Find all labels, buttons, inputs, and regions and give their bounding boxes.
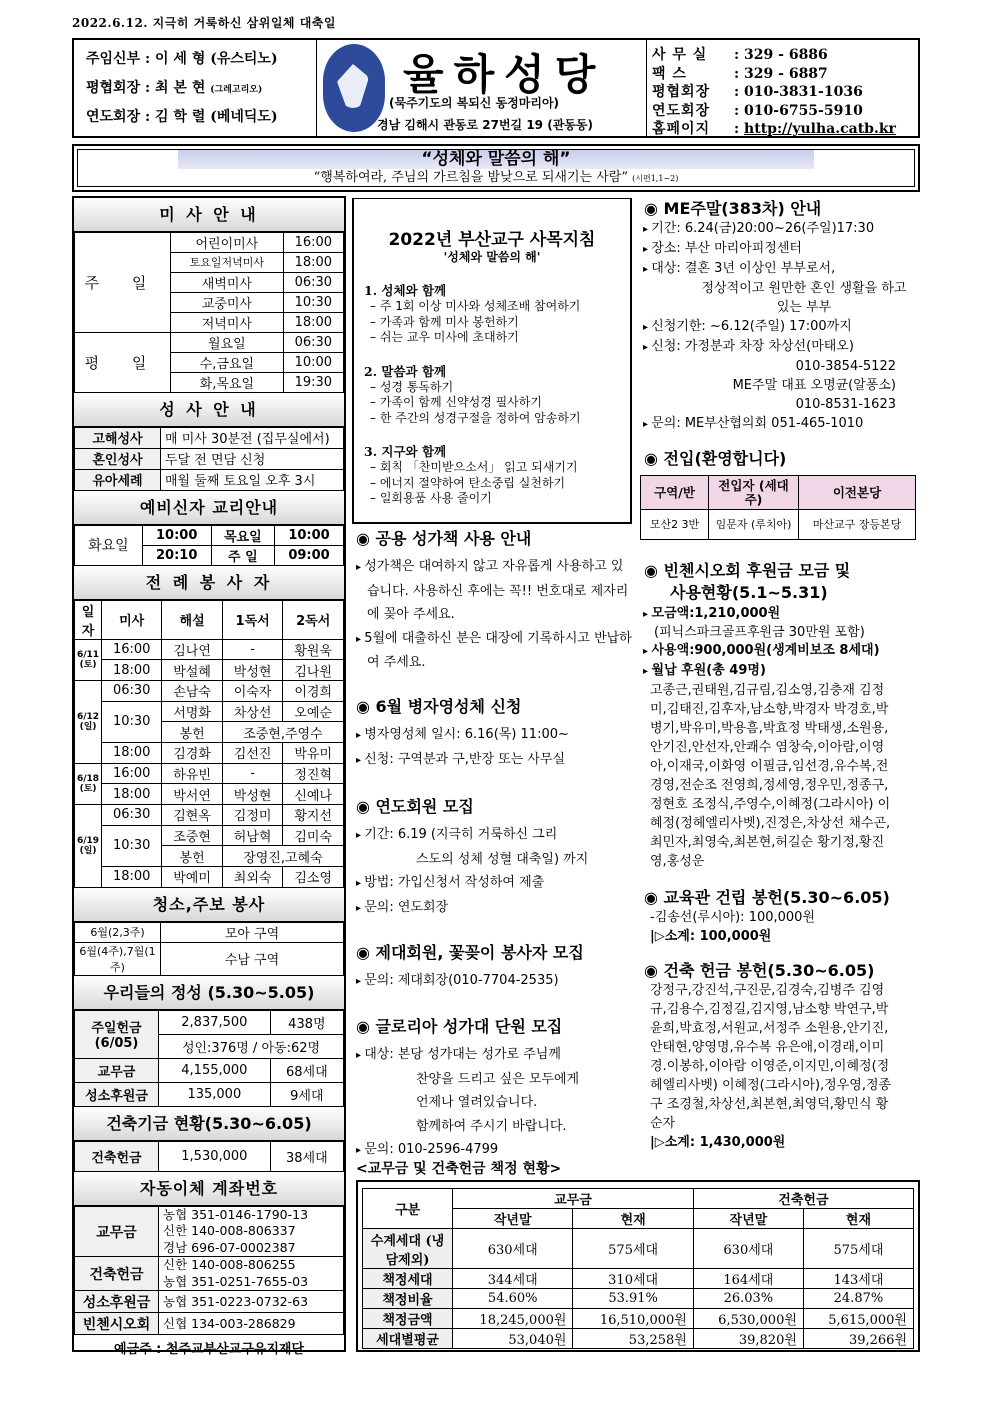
notice-hymn: ◉ 공용 성가책 사용 안내 ▸ 성가책은 대여하지 않고 자유롭게 사용하고 있습니다. 사용하신 후에는 꼭!! 번호대로 제자리에 꽂아 주세요. ▸ 5월에 대출하신 분은 대장에 기록하시고 반납하여 주세요. xyxy=(356,526,632,675)
issue-date: 2022.6.12. 지극히 거룩하신 삼위일체 대축일 xyxy=(72,16,336,30)
offering-table: 주일헌금 (6/05) 2,837,500 438명 성인:376명 / 아동:62명 교무금 4,155,000 68세대 성소후원금 135,000 9세대 xyxy=(74,1010,344,1107)
offering-title: 우리들의 정성 (5.30~5.05) xyxy=(74,976,344,1010)
sacrament-table: 고해성사 매 미사 30분전 (집무실에서) 혼인성사 두달 전 면담 신청 유아세례 매월 둘째 토요일 오후 3시 xyxy=(74,427,344,491)
left-column xyxy=(72,196,346,1358)
staff-priest: 주임신부 : 이 세 형 (유스티노) xyxy=(86,51,278,67)
guidelines-subtitle: '성체와 말씀의 해' xyxy=(443,250,541,264)
staff-list xyxy=(74,40,317,136)
cleaning-table: 6월(2,3주) 모아 구역 6월(4주),7월(1주) 수남 구역 xyxy=(74,922,344,976)
year-theme-title: “성체와 말씀의 해” xyxy=(178,150,814,169)
guidelines-title: 2022년 부산교구 사목지침 xyxy=(388,230,596,250)
pledge-status xyxy=(356,1158,920,1352)
vincent-title: ◉ 빈첸시오회 후원금 모금 및 사용현황(5.1~5.31) xyxy=(644,561,851,602)
masthead xyxy=(72,38,920,138)
contact-homepage[interactable]: 홈페이지 : http://yulha.catb.kr xyxy=(652,121,896,137)
notice-sick-communion: ◉ 6월 병자영성체 신청 ▸ 병자영성체 일시: 6.16(목) 11:00~ ▸ 신청: 구역분과 구,반장 또는 사무실 xyxy=(356,694,632,772)
cleaning-title: 청소,주보 봉사 xyxy=(74,888,344,922)
sunday-label: 주 일 xyxy=(75,233,171,333)
build-offering-title: ◉ 건축 헌금 봉헌(5.30~6.05) xyxy=(644,961,875,980)
year-theme-quote: “행복하여라, 주님의 가르침을 밤낮으로 되새기는 사람” (시편1,1~2) xyxy=(313,170,679,185)
sacrament-title: 성 사 안 내 xyxy=(74,393,344,427)
contact-fax: 팩 스 : 329 - 6887 xyxy=(652,65,828,82)
transfer-table: 구역/반 전입자 (세대주) 이전본당 모산2 3반 임문자 (루치아) 마산교구 장등본당 xyxy=(640,475,916,540)
church-logo-icon xyxy=(323,44,385,132)
accounts-table: 교무금 농협 351-0146-1790-13 신한 140-008-806337 경남 696-07-0002387 건축헌금 신한 140-008-806255 농협 351-0251-7655-03 성소후원금 농협 351-0223-0732-63 빈첸시오회 신협 134-003-286829 xyxy=(74,1206,344,1336)
sunday-offering-label: 주일헌금 (6/05) xyxy=(75,1010,159,1058)
servers-title: 전 례 봉 사 자 xyxy=(74,566,344,600)
staff-council: 평협회장 : 최 본 현 (그레고리오) xyxy=(86,80,263,96)
contact-yeondo: 연도회장 : 010-6755-5910 xyxy=(652,102,863,119)
church-address: 경남 김해시 관동로 27번길 19 (관동동) xyxy=(377,118,593,132)
notice-altar: ◉ 제대회원, 꽃꽂이 봉사자 모집 ▸ 문의: 제대회장(010-7704-2535) xyxy=(356,940,632,994)
catechumen-title: 예비신자 교리안내 xyxy=(74,491,344,525)
transfer-title: ◉ 전입(환영합니다) xyxy=(644,449,787,468)
build-donors: 강정구,강진석,구진문,김경숙,김병주 김영규,김용수,김정길,김지영,남소향 박연구,박윤희,박효정,서원교,서정주 소원용,안기진,안태현,양영명,유수복 유은애,이경래,이미경.이봉하,이아람 이영준,이지민,이혜정(정헤엘리사벳) 이혜정(그라시아),정우영,정종구 조경철,차상선,최본현,최영덕,황민식 황순자 xyxy=(650,983,892,1131)
pledge-status-table: 구분 교무금 건축헌금 작년말 현재 작년말 현재 수계세대 (냉담제외) 630세대 575세대 630세대 575세대 책정세대 344세대 310세대 164세대 143세대 책정비율 54.60% 53.91% 26.03% 24.87% 책정금액 18,245,000원 16,510,000원 6,530,000원 5,615,000원 세대별평균 53,040원 53,258원 39,820원 39,266원 xyxy=(362,1188,914,1349)
edu-title: ◉ 교육관 건립 봉헌(5.30~6.05) xyxy=(644,888,890,907)
church-title-block xyxy=(317,40,647,136)
mass-title: 미 사 안 내 xyxy=(74,198,344,232)
mass-table: 주 일 어린이미사 16:00 토요일저녁미사 18:00 새벽미사 06:30 교중미사 10:30 저녁미사 18:00 평 일 월요일 06:30 수,금요일 10:00 화,목요일 19:30 xyxy=(74,232,344,393)
catechumen-table: 화요일 10:00 목요일 10:00 20:10 주 일 09:00 xyxy=(74,525,344,566)
building-fund-title: 건축기금 현황(5.30~6.05) xyxy=(74,1107,344,1141)
staff-yeondo: 연도회장 : 김 학 렬 (베네딕도) xyxy=(86,109,278,125)
building-fund-table: 건축헌금 1,530,000 38세대 xyxy=(74,1141,344,1172)
accounts-title: 자동이체 계좌번호 xyxy=(74,1172,344,1206)
contact-office: 사 무 실 : 329 - 6886 xyxy=(652,47,828,63)
pastoral-guidelines-box: 2022년 부산교구 사목지침 '성체와 말씀의 해' 1. 성체와 함께 – 주 1회 이상 미사와 성체조배 참여하기 – 가족과 함께 미사 봉헌하기 – 쉬는 교우 미사에 초대하기 2. 말씀과 함께 – 성경 통독하기 – 가족이 함께 신약성경 필사하기 – 한 주간의 성경구절을 정하여 암송하기 3. 지구와 함께 – 회칙 「찬미받으소서」 읽고 되새기기 – 에너지 절약하여 탄소중립 실천하기 – 일회용품 사용 줄이기 xyxy=(352,198,632,524)
year-theme-banner xyxy=(72,144,920,192)
right-column: ◉ ME주말(383차) 안내 ▸ 기간: 6.24(금)20:00~26(주일)17:30 ▸ 장소: 부산 마리아피정센터 ▸ 대상: 결혼 3년 이상인 부부로서, 정상적이고 원만한 혼인 생활을 하고 있는 부부 ▸ 신청기한: ~6.12(주일) 17:00까지 ▸ 신청: 가정분과 차장 차상선(마태오) 010-3854-5122 ME주말 대표 오명균(알퐁소) 010-8531-1623 ▸ 문의: ME부산협의회 051-465-1010 ◉ 전입(환영합니다) 구역/반 전입자 (세대주) 이전본당 모산2 3반 임문자 (루치아) 마산교구 장등본당 ◉ 빈첸시오회 후원금 모금 및 사용현황(5.1~5.31) ▸ 모금액:1,210,000원 (피닉스파크골프후원금 30만원 포함) ▸ 사용액:900,000원(생계비보조 8세대) ▸ 월납 후원(총 49명) 고종근,권태원,김규림,김소영,김충재 김정미,김태진,김후자,남소향,박경자 박경호,박병기,박유미,박용흠,박효정 박태생,소원용,안기진,안선자,안쾌수 염창숙,이아람,이영아,이재국,이화영 이필금,임선경,유수복,전경영,전순조 전영희,정세영,정우민,정종구,정현호 조정식,주영수,이혜정(그라시아) 이혜정(정헤엘리사벳),진정은,차상선 채수곤,최민자,최영숙,최본현,허길순 황기정,황진영,홍성운 ◉ 교육관 건립 봉헌(5.30~6.05) -김송선(루시아): 100,000원 |▷소계: 100,000원 ◉ 건축 헌금 봉헌(5.30~6.05) 강정구,강진석,구진문,김경숙,김병주 김영규,김용수,김정길,김지영,남소향 박연구,박윤희,박효정,서원교,서정주 소원용,안기진,안태현,양영명,유수복 유은애,이경래,이미경.이봉하,이아람 이영준,이지민,이혜정(정헤엘리사벳) 이혜정(그라시아),정우영,정종구 조경철,차상선,최본현,최영덕,황민식 황순자 |▷소계: 1,430,000원 xyxy=(640,196,920,1152)
notice-choir: ◉ 글로리아 성가대 단원 모집 ▸ 대상: 본당 성가대는 성가로 주님께 찬양을 드리고 싶은 모두에게 언제나 열려있습니다. 함께하여 주시기 바랍니다. ▸ 문의: 010-2596-4799 xyxy=(356,1014,632,1163)
contact-council: 평협회장 : 010-3831-1036 xyxy=(652,84,863,100)
church-patron: (묵주기도의 복되신 동정마리아) xyxy=(389,96,560,110)
vincent-donors: 고종근,권태원,김규림,김소영,김충재 김정미,김태진,김후자,남소향,박경자 박경호,박병기,박유미,박용흠,박효정 박태생,소원용,안기진,안선자,안쾌수 염창숙,이아람,이영아,이재국,이화영 이필금,임선경,유수복,전경영,전순조 전영희,정세영,정우민,정종구,정현호 조정식,주영수,이혜정(그라시아) 이혜정(정헤엘리사벳),진정은,차상선 채수곤,최민자,최영숙,최본현,허길순 황기정,황진영,홍성운 xyxy=(650,683,891,869)
contact-list xyxy=(652,44,896,137)
pledge-status-title: <교무금 및 건축헌금 책정 현황> xyxy=(356,1161,562,1177)
servers-table: 일자 미사 해설 1독서 2독서 6/11 (토) 16:00 김나연 - 황원욱 18:00 박설혜 박성현 김나원 6/12 (일) 06:30 손남숙 이숙자 이경희 10:30 서명화 차상선 오예순 봉헌 조중현,주영수 18:00 김경화 김선진 박유미 6/18 (토) 16:00 하유빈 - 정진혁 18:00 박서연 박성현 신예나 6/19 (일) 06:30 김현옥 김정미 황지선 10:30 조중현 허남혁 김미숙 봉헌 장영진,고혜숙 18:00 박예미 최외숙 김소영 xyxy=(74,600,344,888)
account-depositor: 예금주 : 천주교부산교구유지재단 xyxy=(113,1342,305,1358)
me-title: ◉ ME주말(383차) 안내 xyxy=(644,199,822,218)
church-name: 율하성당 xyxy=(403,50,606,99)
weekday-label: 평 일 xyxy=(75,332,171,392)
notice-yeondo: ◉ 연도회원 모집 ▸ 기간: 6.19 (지극히 거룩하신 그리 스도의 성체 성혈 대축일) 까지 ▸ 방법: 가입신청서 작성하여 제출 ▸ 문의: 연도회장 xyxy=(356,794,632,920)
notice-hymn-title: ◉ 공용 성가책 사용 안내 xyxy=(356,529,532,548)
